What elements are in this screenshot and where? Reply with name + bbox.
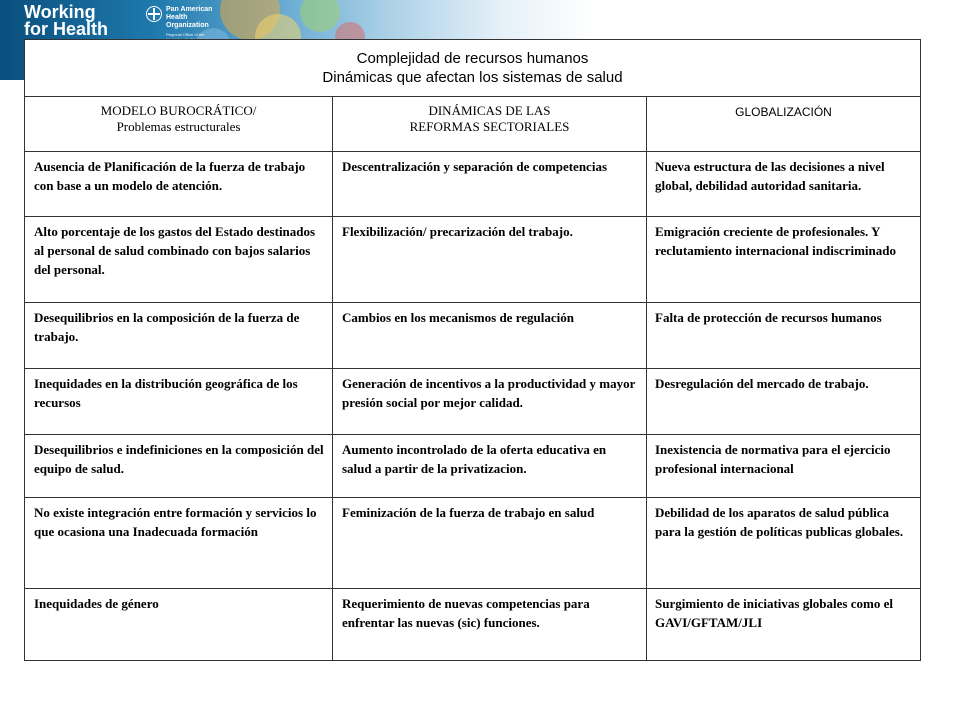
table-row [25,152,921,217]
table-cell: Alto porcentaje de los gastos del Estado destinados al personal de salud combinado con bajos salarios del personal. [25,217,333,303]
table-cell: Flexibilización/ precarización del trabajo. [333,217,647,303]
table-row [25,435,921,498]
table-row [25,498,921,589]
table-cell: Inequidades en la distribución geográfica de los recursos [25,369,333,435]
decorative-blob [300,0,340,32]
table-title-row [25,40,921,97]
table-cell: Cambios en los mecanismos de regulación [333,303,647,369]
paho-name-line: Pan American [166,6,213,13]
table-cell: Ausencia de Planificación de la fuerza de trabajo con base a un modelo de atención. [25,152,333,217]
table-cell: Inequidades de género [25,589,333,661]
table-cell: Debilidad de los aparatos de salud pública para la gestión de políticas publicas globales. [647,498,921,589]
paho-name-line: Health [166,14,188,21]
table-cell: Desregulación del mercado de trabajo. [647,369,921,435]
table-cell: Surgimiento de iniciativas globales como el GAVI/GFTAM/JLI [647,589,921,661]
column-header-globalization [647,97,921,152]
table-title [25,40,921,97]
table-cell: Generación de incentivos a la productividad y mayor presión social por mejor calidad. [333,369,647,435]
paho-subtitle-line: Regional Office of the [166,32,205,37]
table-row [25,303,921,369]
table-cell: Requerimiento de nuevas competencias para enfrentar las nuevas (sic) funciones. [333,589,647,661]
table-cell: Falta de protección de recursos humanos [647,303,921,369]
table-row [25,369,921,435]
paho-name [166,6,236,30]
paho-emblem-icon [146,6,162,22]
column-header-line: DINÁMICAS DE LAS [428,103,551,118]
table-cell: Desequilibrios en la composición de la fuerza de trabajo. [25,303,333,369]
column-header-bureaucratic-model [25,97,333,152]
column-header-sector-reforms [333,97,647,152]
table-row [25,217,921,303]
column-header-line: MODELO BUROCRÁTICO/ [100,103,257,118]
table-cell: No existe integración entre formación y servicios lo que ocasiona una Inadecuada formación [25,498,333,589]
campaign-logo-line: Working [24,2,96,22]
table-cell: Descentralización y separación de competencias [333,152,647,217]
column-header-line: GLOBALIZACIÓN [735,105,832,119]
column-header-line: REFORMAS SECTORIALES [409,119,570,134]
table-title-line-1: Complejidad de recursos humanos [356,50,589,67]
table-cell: Desequilibrios e indefiniciones en la composición del equipo de salud. [25,435,333,498]
table-cell: Inexistencia de normativa para el ejercicio profesional internacional [647,435,921,498]
table-row [25,589,921,661]
table-cell: Aumento incontrolado de la oferta educativa en salud a partir de la privatizacion. [333,435,647,498]
table-cell: Nueva estructura de las decisiones a nivel global, debilidad autoridad sanitaria. [647,152,921,217]
table-cell: Emigración creciente de profesionales. Y reclutamiento internacional indiscriminado [647,217,921,303]
paho-name-line: Organization [166,22,209,29]
hr-complexity-table [24,39,921,661]
table-cell: Feminización de la fuerza de trabajo en salud [333,498,647,589]
campaign-logo [24,4,108,38]
column-header-line: Problemas estructurales [116,119,241,134]
table-title-line-2: Dinámicas que afectan los sistemas de salud [322,69,623,86]
campaign-logo-line: for Health [24,19,109,39]
column-header-row [25,97,921,152]
